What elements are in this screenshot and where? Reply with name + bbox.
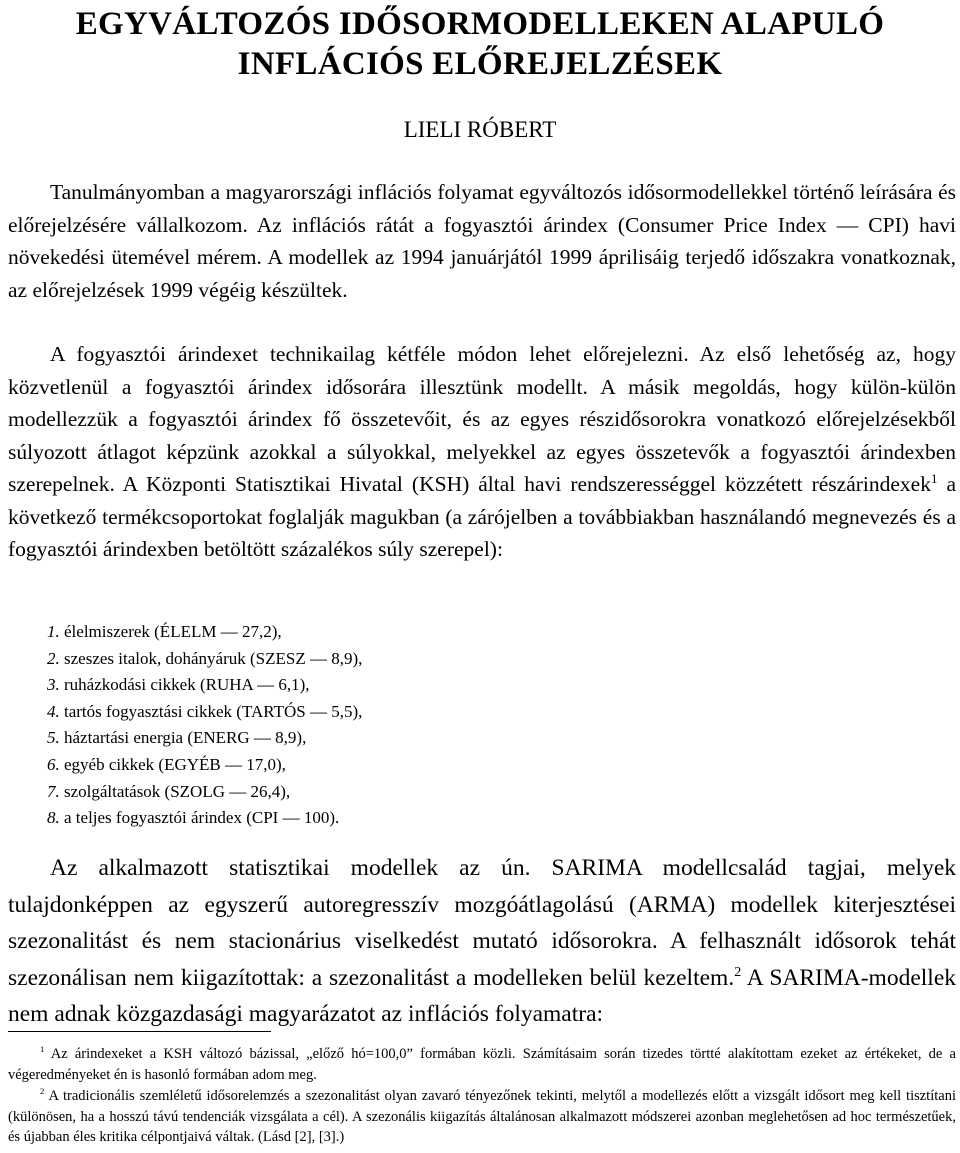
footnote-2-mark: 2 xyxy=(40,1086,45,1097)
list-item xyxy=(47,672,362,699)
title-line-1: EGYVÁLTOZÓS IDŐSORMODELLEKEN ALAPULÓ xyxy=(75,6,885,42)
list-item-number: 6. xyxy=(47,754,60,774)
footnote-divider xyxy=(8,1031,271,1032)
list-item-text: szeszes italok, dohányáruk (SZESZ — 8,9), xyxy=(59,648,363,668)
list-item-text: ruházkodási cikkek (RUHA — 6,1), xyxy=(59,675,310,695)
paragraph-methods-text-cont: a következő termékcsoportokat foglalják magukban (a zárójelben a továbbiakban használandó megnevezés és a fogyasztói árindexben betöltött százalékos súly szerepel): xyxy=(8,472,956,561)
list-item xyxy=(47,646,362,673)
footnote-2 xyxy=(8,1086,956,1148)
list-item-number: 4. xyxy=(47,701,60,721)
list-item-number: 3. xyxy=(47,675,60,695)
list-item-text: háztartási energia (ENERG — 8,9), xyxy=(59,728,307,748)
paragraph-sarima-text-cont: A SARIMA-modellek nem adnak közgazdasági magyarázatot az inflációs folyamatra: xyxy=(8,964,956,1027)
list-item-text: élelmiszerek (ÉLELM — 27,2), xyxy=(59,622,282,641)
list-item xyxy=(47,619,362,646)
paragraph-methods-text: A fogyasztói árindexet technikailag kétféle módon lehet előrejelezni. Az első lehetőség az, hogy közvetlenül a fogyasztói árindex idősorára illesztünk modellt. A másik megoldás, hogy külön-külön modellezzük a fogyasztói árindex fő összetevőit, és az egyes részidősorokra vonatkozó előrejelzésekből súlyozott átlagot képzünk azokkal a súlyokkal, melyekkel az egyes összetevők a fogyasztói árindexben szerepelnek. A Központi Statisztikai Hivatal (KSH) által havi rendszerességgel közzétett részárindexek xyxy=(8,342,956,496)
list-item-number: 5. xyxy=(47,728,60,748)
paragraph-intro: Tanulmányomban a magyarországi inflációs folyamat egyváltozós idősormodellekkel történő leírására és előrejelzésére vállalkozom. Az inflációs rátát a fogyasztói árindex (Consumer Price Index — CPI) havi növekedési ütemével mérem. A modellek az 1994 januárjától 1999 áprilisáig terjedő időszakra vonatkoznak, az előrejelzések 1999 végéig készültek. xyxy=(8,180,956,302)
list-item-number: 7. xyxy=(47,781,60,801)
footnote-ref-2[interactable]: 2 xyxy=(734,963,742,980)
product-group-list xyxy=(47,619,362,832)
paper-title xyxy=(0,4,960,84)
title-line-2: INFLÁCIÓS ELŐREJELZÉSEK xyxy=(237,46,723,82)
footnote-1 xyxy=(8,1044,956,1085)
footnote-ref-1[interactable]: 1 xyxy=(930,471,938,486)
list-item xyxy=(47,699,362,726)
list-item-text: a teljes fogyasztói árindex (CPI — 100). xyxy=(59,808,340,828)
list-item xyxy=(47,725,362,752)
footnote-1-mark: 1 xyxy=(40,1044,45,1055)
list-item-text: tartós fogyasztási cikkek (TARTÓS — 5,5), xyxy=(59,701,363,721)
list-item-number: 2. xyxy=(47,648,60,668)
footnote-2-text: A tradicionális szemléletű idősorelemzés a szezonalitást olyan zavaró tényezőnek tekinti, melytől a modellezés előtt a vizsgált idősort meg kell tisztítani (különösen, ha a hosszú távú tendenciák vizsgálata a cél). A szezonális kiigazítás általánosan alkalmazott módszerei azonban meglehetősen ad hoc természetűek, és újabban éles kritika célpontjaivá váltak. (Lásd [2], [3].) xyxy=(8,1088,956,1145)
footnote-1-text: Az árindexeket a KSH változó bázissal, „előző hó=100,0” formában közli. Számításaim során tizedes törtté alakítottam ezeket az értékeket, de a végeredményeket én is hasonló formában adom meg. xyxy=(8,1046,956,1083)
list-item xyxy=(47,752,362,779)
list-item-text: szolgáltatások (SZOLG — 26,4), xyxy=(59,781,291,801)
author-name: LIELI RÓBERT xyxy=(403,117,557,142)
list-item-number: 1. xyxy=(47,622,60,641)
paragraph-sarima-text: Az alkalmazott statisztikai modellek az ún. SARIMA modellcsalád tagjai, melyek tulajdonképpen az egyszerű autoregresszív mozgóátlagolású (ARMA) modellek kiterjesztései szezonalitást és nem stacionárius viselkedést mutató idősorokra. A felhasznált idősorok tehát szezonálisan nem kiigazítottak: a szezonalitást a modelleken belül kezeltem. xyxy=(8,855,956,991)
paragraph-methods xyxy=(8,338,956,566)
list-item-number: 8. xyxy=(47,808,60,828)
list-item xyxy=(47,805,362,832)
paragraph-sarima xyxy=(8,850,956,1033)
list-item-text: egyéb cikkek (EGYÉB — 17,0), xyxy=(59,754,286,774)
list-item xyxy=(47,779,362,806)
